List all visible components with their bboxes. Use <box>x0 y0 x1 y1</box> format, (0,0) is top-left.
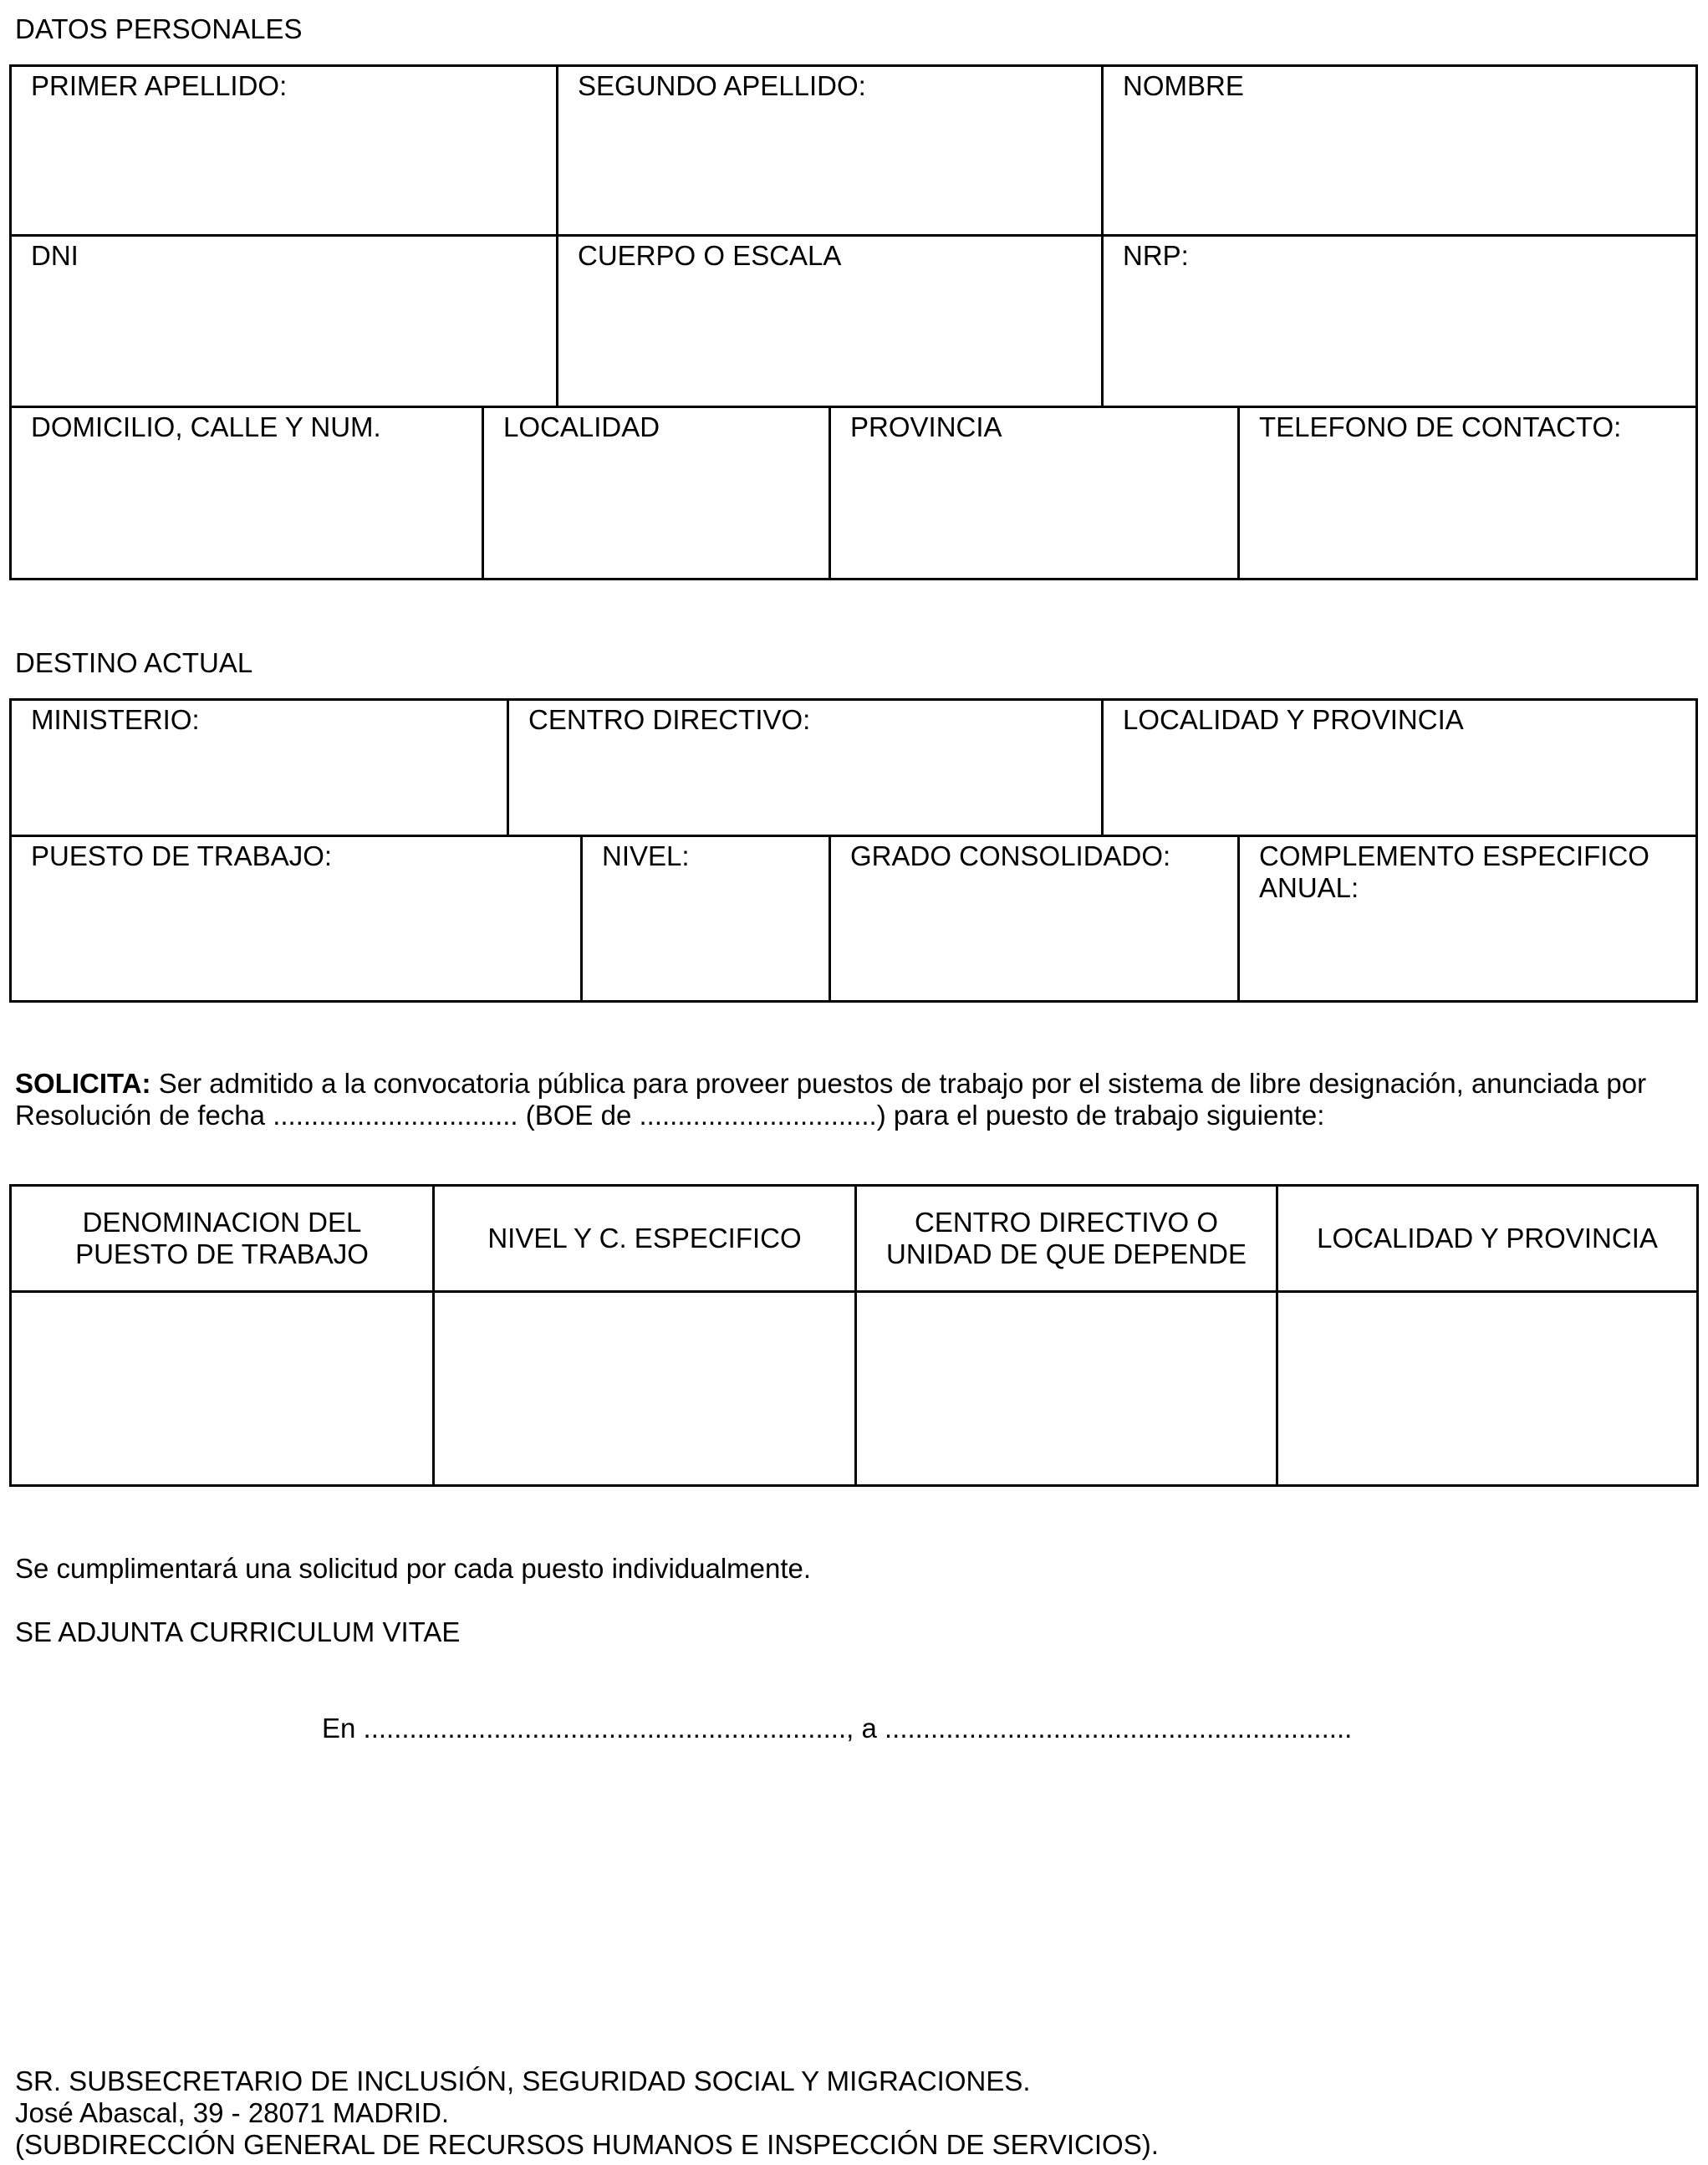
footer-line2: José Abascal, 39 - 28071 MADRID. <box>15 2097 450 2128</box>
header-denominacion <box>12 1187 432 1290</box>
footer-line3: (SUBDIRECCIÓN GENERAL DE RECURSOS HUMANOS E INSPECCIÓN DE SERVICIOS). <box>15 2129 1159 2160</box>
grado-consolidado-field[interactable] <box>831 837 1237 1003</box>
localidad-provincia-label: LOCALIDAD Y PROVINCIA <box>1123 704 1464 735</box>
primer-apellido-field[interactable] <box>12 67 556 234</box>
provincia-field[interactable] <box>831 408 1237 580</box>
footer-line1: SR. SUBSECRETARIO DE INCLUSIÓN, SEGURIDAD SOCIAL Y MIGRACIONES. <box>15 2065 1031 2096</box>
note-curriculum: SE ADJUNTA CURRICULUM VITAE <box>15 1616 461 1647</box>
header-centro-directivo <box>857 1187 1276 1290</box>
header-localidad <box>1278 1187 1696 1290</box>
nivel-label: NIVEL: <box>602 840 690 871</box>
nrp-label: NRP: <box>1123 240 1189 271</box>
cell-centro-directivo[interactable] <box>857 1293 1276 1487</box>
puesto-trabajo-field[interactable] <box>12 837 580 1003</box>
section-title-personal: DATOS PERSONALES <box>15 13 303 44</box>
cell-nivel[interactable] <box>435 1293 854 1487</box>
header-localidad-text: LOCALIDAD Y PROVINCIA <box>1317 1223 1658 1254</box>
cuerpo-escala-field[interactable] <box>558 237 1101 406</box>
grado-consolidado-label: GRADO CONSOLIDADO: <box>850 840 1171 871</box>
ministerio-label: MINISTERIO: <box>31 704 200 735</box>
nrp-field[interactable] <box>1104 237 1695 406</box>
header-denominacion-line2: PUESTO DE TRABAJO <box>75 1238 369 1269</box>
nivel-field[interactable] <box>583 837 829 1003</box>
note-individual: Se cumplimentará una solicitud por cada puesto individualmente. <box>15 1553 812 1584</box>
header-nivel-text: NIVEL Y C. ESPECIFICO <box>487 1223 802 1254</box>
section-title-destino: DESTINO ACTUAL <box>15 647 253 678</box>
segundo-apellido-field[interactable] <box>558 67 1101 234</box>
puesto-trabajo-label: PUESTO DE TRABAJO: <box>31 840 333 871</box>
dni-field[interactable] <box>12 237 556 406</box>
cell-localidad[interactable] <box>1278 1293 1696 1487</box>
personal-data-box <box>9 64 1698 580</box>
provincia-label: PROVINCIA <box>850 411 1002 442</box>
nombre-label: NOMBRE <box>1123 70 1244 101</box>
header-denominacion-line1: DENOMINACION DEL <box>82 1207 362 1238</box>
centro-directivo-field[interactable] <box>509 701 1101 835</box>
telefono-field[interactable] <box>1240 408 1695 580</box>
puesto-solicitado-table <box>9 1184 1699 1487</box>
solicita-text-line1: Ser admitido a la convocatoria pública para proveer puestos de trabajo por el sistema de libre designación, anunciada por <box>150 1068 1647 1099</box>
destino-box <box>9 698 1698 1003</box>
complemento-especifico-field[interactable] <box>1240 837 1695 1003</box>
localidad-field[interactable] <box>484 408 829 580</box>
cell-denominacion[interactable] <box>12 1293 432 1487</box>
centro-directivo-label: CENTRO DIRECTIVO: <box>528 704 811 735</box>
domicilio-label: DOMICILIO, CALLE Y NUM. <box>31 411 381 442</box>
nombre-field[interactable] <box>1104 67 1695 234</box>
solicita-label: SOLICITA: <box>15 1068 151 1099</box>
cuerpo-escala-label: CUERPO O ESCALA <box>578 240 842 271</box>
primer-apellido-label: PRIMER APELLIDO: <box>31 70 288 101</box>
header-centro-line1: CENTRO DIRECTIVO O <box>914 1207 1219 1238</box>
header-nivel <box>435 1187 854 1290</box>
dni-label: DNI <box>31 240 79 271</box>
telefono-label: TELEFONO DE CONTACTO: <box>1259 411 1622 442</box>
solicita-paragraph <box>15 1068 1695 1131</box>
footer-address <box>15 2065 1159 2161</box>
solicita-text-line2: Resolución de fecha ................................ (BOE de ...............................) para el puesto de trabajo siguiente: <box>15 1100 1325 1131</box>
lugar-fecha-line[interactable]: En ..............................................................., a ............................................................. <box>322 1713 1353 1744</box>
segundo-apellido-label: SEGUNDO APELLIDO: <box>578 70 866 101</box>
complemento-label-line1: COMPLEMENTO ESPECIFICO <box>1259 840 1649 871</box>
localidad-label: LOCALIDAD <box>503 411 660 442</box>
localidad-provincia-field[interactable] <box>1104 701 1695 835</box>
header-centro-line2: UNIDAD DE QUE DEPENDE <box>886 1238 1247 1269</box>
ministerio-field[interactable] <box>12 701 507 835</box>
domicilio-field[interactable] <box>12 408 482 580</box>
complemento-label-line2: ANUAL: <box>1259 872 1359 903</box>
